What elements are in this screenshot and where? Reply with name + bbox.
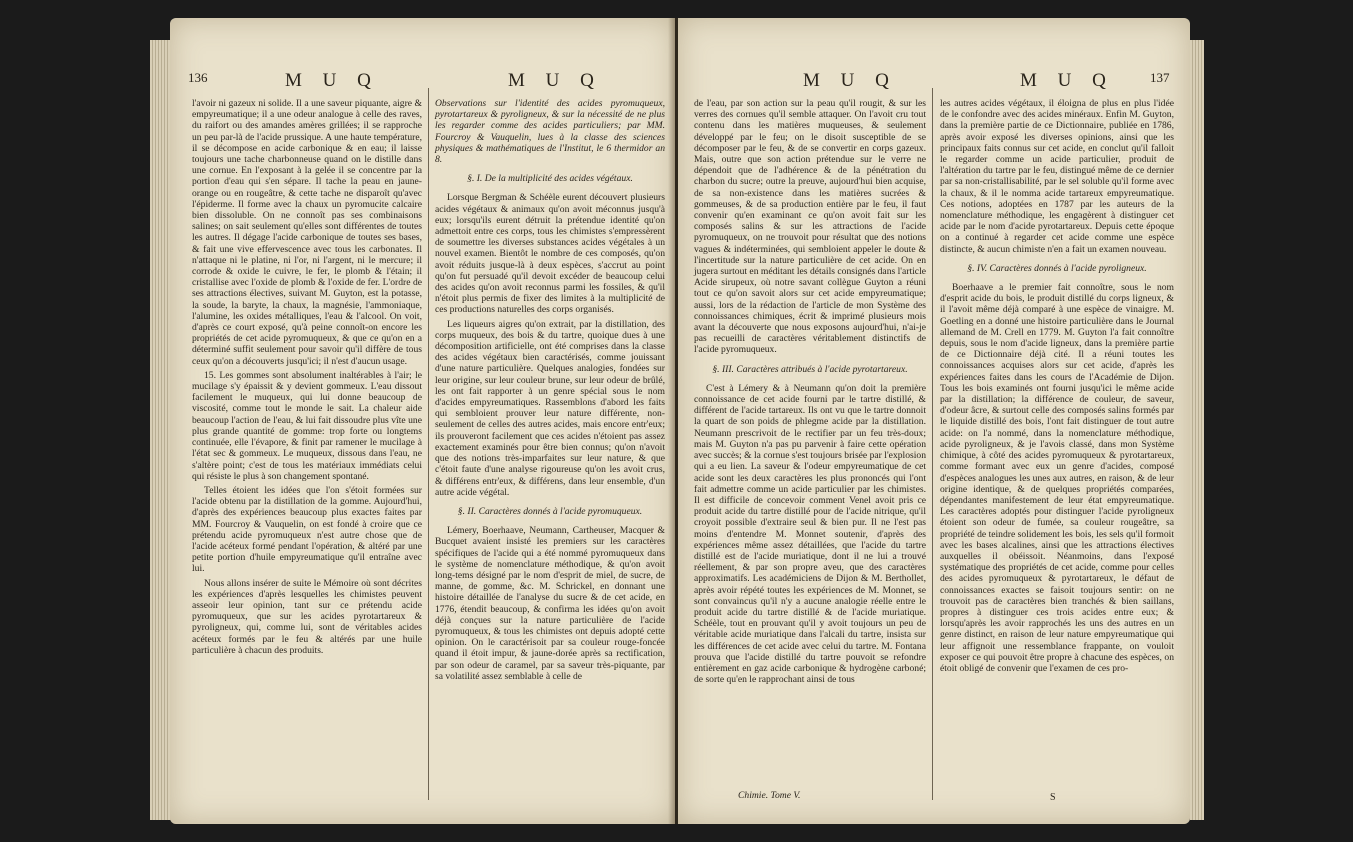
right-page xyxy=(678,18,1190,824)
left-page-number: 136 xyxy=(188,70,208,85)
signature-mark: S xyxy=(1050,792,1056,803)
paragraph: Boerhaave a le premier fait connoître, sous le nom d'esprit acide du bois, le produit distillé du corps ligneux, & il l'avoit même déjà comparé à une espèce de vinaigre. M. Goetling en a donné une histoire particulière dans le Journal allemand de M. Crell en 1779. M. Guyton l'a fait connoître depuis, sous le nom d'acide ligneux, dans la première partie de ce Dictionnaire déjà cité. Il a réuni toutes les connoissances acquises alors sur cet acide, d'après les expériences faites dans les cours de l'Académie de Dijon. Tous les bois examinés ont fourni jusqu'ici le même acide par la distillation; la différence de couleur, de saveur, d'odeur âcre, & surtout celle des composés salins formés par le liquide distillé des bois, l'ont fait distinguer de tout autre acide: on l'a nommé, dans la nomenclature méthodique, acide pyroligneux, & je l'avois classé, dans mon Système chimique, à côté des acides pyromuqueux & pyrotartareux, comme formant avec eux un genre d'acides, composé d'espèces analogues les unes aux autres, en raison, & de leur origine identique, & de quelques propriétés comparées, dépendantes manifestement de leur état empyreumatique. Les caractères adoptés pour distinguer l'acide pyroligneux étoient son odeur de fumée, sa couleur rougeâtre, sa propriété de teindre solidement les bois, les sels qu'il formoit avec les bases alcalines, ainsi que les attractions électives auxquelles il obéissoit. Néanmoins, dans l'exposé systématique des propriétés de cet acide, comme pour celles des acides pyromuqueux & pyrotartareux, le défaut de connoissances exactes se faisoit toujours sentir: on ne trouvoit pas de caractères bien tranchés & bien saillans, propres à distinguer ces trois acides entre eux; & lorsqu'après les avoir rapprochés les uns des autres en un genre distinct, en raison de leur nature empyreumatique qui leur affignoit une ressemblance frappante, on vouloit exposer ce qui pouvoit être propre à chacune des espèces, on étoit obligé de convenir que l'examen de ces pro- xyxy=(940,282,1174,674)
section-heading: §. III. Caractères attribués à l'acide pyrotartareux. xyxy=(712,363,908,375)
signature-line: Chimie. Tome V. xyxy=(738,790,801,801)
paragraph: les autres acides végétaux, il éloigna de plus en plus l'idée de le confondre avec des acides minéraux. Enfin M. Guyton, dans la première partie de ce Dictionnaire, publiée en 1786, après avoir exposé les diverses opinions, ainsi que les principaux faits connus sur cet acide, en conclut qu'il falloit le regarder comme un acide particulier, produit de l'altération du tartre par le feu, distingué même de ce dernier par sa non-cristallisabilité, par le sel soluble qu'il forme avec la chaux, & il le nomma acide tartareux empyreumatique. Ces notions, adoptées en 1787 par les auteurs de la nomenclature méthodique, les engagèrent à distinguer cet acide par le nom d'acide pyrotartareux. Depuis cette époque on a continué à regarder cet acide comme une espèce distincte, & aucun chimiste n'en a fait un examen nouveau. xyxy=(940,98,1174,255)
paragraph: Nous allons insérer de suite le Mémoire où sont décrites les expériences d'après lesquelles les chimistes peuvent asseoir leur opinion, tant sur ce prétendu acide pyromuqueux, que sur les acides pyrotartareux & pyroligneux, qui, comme lui, sont de véritables acides acéteux formés par le feu & altérés par une huile particulière à chacun des produits. xyxy=(192,577,422,656)
right-running-head-1: M U Q xyxy=(803,70,897,91)
left-running-head-1: M U Q xyxy=(285,70,379,91)
right-page-edges xyxy=(1190,40,1204,820)
right-running-head-2: M U Q xyxy=(1020,70,1114,91)
right-page-number: 137 xyxy=(1150,70,1170,85)
paragraph: Lorsque Bergman & Schéèle eurent découvert plusieurs acides végétaux & animaux qu'on avoit méconnus jusqu'à eux; lorsqu'ils eurent détruit la prétendue identité qu'on admettoit entre ces corps, tous les chimistes s'empressèrent de soumettre les diverses substances acides végétales à un nouvel examen. Bientôt le nombre de ces composés, qu'on avoit réduits jusque-là à deux espèces, s'accrut au point qu'on fut persuadé qu'il devoit excéder de beaucoup celui des acides qu'on avoit reconnus parmi les fossiles, & qu'il n'étoit plus permis de fixer des limites à la multiplicité de ces productions naturelles des corps organisés. xyxy=(435,192,665,316)
paragraph: Telles étoient les idées que l'on s'étoit formées sur l'acide obtenu par la distillation de la gomme. Aujourd'hui, d'après des expériences beaucoup plus exactes faites par MM. Fourcroy & Vauquelin, on est fondé à croire que ce prétendu acide pyromuqueux n'est autre chose que de l'acide acéteux formé pendant l'opération, & altéré par une petite portion d'huile empyreumatique qu'il entraîne avec lui. xyxy=(192,484,422,575)
section-heading: §. II. Caractères donnés à l'acide pyromuqueux. xyxy=(457,505,643,517)
right-column-2 xyxy=(940,98,1174,677)
left-page-edges xyxy=(150,40,172,820)
left-column-1 xyxy=(192,98,422,659)
column-rule xyxy=(932,88,933,800)
paragraph: C'est à Lémery & à Neumann qu'on doit la première connoissance de cet acide fourni par le tartre distillé, & différent de l'acide tartareux. Ils ont vu que le tartre donnoit la quart de son poids de phlegme acide par la distillation. Neumann prescrivoit de le rectifier par un feu très-doux; mais M. Guyton n'a pas pu parvenir à faire cette opération avec succès; & la cornue s'est toujours brisée par l'explosion qui a eu lien. La saveur & l'odeur empyreumatique de cet acide sont les deux caractères les plus prononcés qui l'ont fait admettre comme un acide particulier par les chimistes. Il est difficile de concevoir comment Venel avoit pris ce produit acide du tartre distillé pour de l'acide nitrique, qu'il croyoit possible d'extraire seul & bien pur. Il ne l'est pas moins d'entendre M. Monnet soutenir, d'après des expériences même assez détaillées, que l'acide du tartre distillé est de l'acide muriatique, dont il ne lui a trouvé réellement, & par son propre aveu, que des caractères approximatifs. Les académiciens de Dijon & M. Berthollet, après avoir répété toutes les expériences de M. Monnet, se sont convaincus qu'il n'y a aucune analogie réelle entre le produit acide du tartre distillé & de l'acide muriatique. Schéèle, tout en prouvant qu'il y avoit toujours un peu de véritable acide muriatique dans l'alcali du tartre, insista sur les différences de cet acide avec celui du tartre. M. Fontana prouva que l'acide distillé du tartre pouvoit se refondre entièrement en gaz acide carbonique & hydrogène carboné; de sorte qu'en le rapprochant ainsi de tous xyxy=(694,382,926,686)
paragraph: de l'eau, par son action sur la peau qu'il rougit, & sur les verres des cornues qu'il semble attaquer. On l'avoit cru tout contenu dans les matières muqueuses, & seulement développé par le feu; on le disoit susceptible de se décomposer par le feu, & de se convertir en corps gazeux. Mais, outre que son action prétendue sur le verre ne dépendoit que de l'adhérence & de la pénétration du charbon du sucre; outre la preuve, aujourd'hui bien acquise, de sa non-existence dans les matières sucrées & gommeuses, & de sa production entière par le feu, il faut convenir qu'en examinant ce qu'on avoit fait sur les composés salins & sur les attractions de l'acide pyromuqueux, on ne trouvoit pour résultat que des notions vagues & indéterminées, qui sembloient appeler le doute & l'incertitude sur la nature particulière de cet acide. On en jugera surtout en méditant les détails consignés dans l'article Acide sirupeux, où notre savant collègue Guyton a réuni tout ce qu'on savoit alors sur cet acide empyreumatique; aussi, lors de la rédaction de l'article de mon Système des connoissances chimiques, écrit & imprimé plusieurs mois avant la découverte que nous exposons aujourd'hui, n'ai-je pas recueilli de caractères véritablement distinctifs de l'acide pyromuqueux. xyxy=(694,98,926,356)
memoir-title: Observations sur l'identité des acides pyromuqueux, pyrotartareux & pyroligneux, & sur la nécessité de ne plus les regarder comme des acides particuliers; par MM. Fourcroy & Vauquelin, lues à la classe des sciences physiques & mathématiques de l'Institut, le 6 thermidor an 8. xyxy=(435,98,665,166)
section-heading: §. I. De la multiplicité des acides végétaux. xyxy=(467,173,633,185)
left-page xyxy=(170,18,675,824)
column-rule xyxy=(428,88,429,800)
paragraph: Lémery, Boerhaave, Neumann, Cartheuser, Macquer & Bucquet avaient insisté les premiers sur les caractères spécifiques de l'acide qui a été nommé pyromuqueux dans le système de nomenclature méthodique, & qu'on avoit long-tems désigné par le nom d'esprit de miel, de sucre, de manne, de gomme, &c. M. Schrickel, en donnant une histoire détaillée de l'analyse du sucre & de cet acide, en 1776, étendit beaucoup, & confirma les idées qu'on avoit déjà conçues sur la nature particulière de l'acide pyromuqueux, & tous les chimistes ont depuis adopté cette opinion. On le caractérisoit par sa couleur rouge-foncée quand il étoit impur, & jaune-dorée après sa rectification, par son odeur de caramel, par sa saveur très-piquante, par sa volatilité assez semblable à celle de xyxy=(435,525,665,682)
left-running-head-2: M U Q xyxy=(508,70,602,91)
left-column-2 xyxy=(435,98,665,685)
paragraph: Les liqueurs aigres qu'on extrait, par la distillation, des corps muqueux, des bois & du tartre, quoique dues à une décomposition artificielle, ont été comprises dans la classe des acides végétaux bien caractérisés, comme jouissant d'une nature particulière. Quelques analogies, fondées sur leur origine, sur leur couleur brune, sur leur odeur de brûlé, les ont fait rapporter à un genre spécial sous le nom d'acides empyreumatiques. Rassemblons d'abord les faits qui sembloient prouver leur nature différente, non-seulement de celles des autres acides, mais encore entr'eux; ils prouveront facilement que ces acides n'étoient pas assez exactement examinés pour être bien connus; qu'on n'avoit que des notions très-imparfaites sur leur nature, & que c'étoit faute d'une analyse rigoureuse qu'on les avoit crus, & différens entr'eux, & différens, dans leur ensemble, d'un autre acide végétal. xyxy=(435,318,665,498)
section-heading: §. IV. Caractères donnés à l'acide pyroligneux. xyxy=(967,262,1147,274)
paragraph: l'avoir ni gazeux ni solide. Il a une saveur piquante, aigre & empyreumatique; il a une odeur analogue à celle des raves, du raifort ou des amandes amères grillées; il se rapproche un peu par-là de l'acide prussique. A une haute température, il se décompose en acide carbonique & en eau; il laisse toujours une tache charbonneuse quand on le distille dans une cornue. En l'exposant à la gelée il se concentre par la portion d'eau qui s'en sépare. Il tache la peau en jaune-orange ou en rougeâtre, & cette tache ne disparoît qu'avec l'épiderme. Il forme avec la chaux un pyromucite calcaire bien dissoluble. On ne connoît pas ses combinaisons salines; on sait seulement qu'elles sont différentes de toutes les autres. Il dégage l'acide carbonique de toutes ses bases, & fait une vive effervescence avec tous les carbonates. Il n'attaque ni le platine, ni l'or, ni l'argent, ni le mercure; il corrode & oxide le cuivre, le fer, le plomb & l'étain; il cristallise avec l'oxide de plomb & l'oxide de fer. L'ordre de ses attractions électives, suivant M. Guyton, est la potasse, la soude, la baryte, la chaux, la magnésie, l'ammoniaque, l'alumine, les oxides métalliques, l'eau & l'alcool. On voit, d'après ce court exposé, qu'à peine connoît-on encore les propriétés de cet acide pyromuqueux, & que ce qu'on en a déterminé suffit seulement pour savoir qu'il diffère de tous ceux qu'on a découverts jusqu'ici; il n'est d'aucun usage. xyxy=(192,98,422,367)
paragraph: 15. Les gommes sont absolument inaltérables à l'air; le mucilage s'y épaissit & y devient gommeux. L'eau dissout facilement le muqueux, qui lui donne beaucoup de viscosité, comme tout le monde le sait. La chaleur aide beaucoup l'action de l'eau, & lui fait dissoudre plus vîte une plus grande quantité de gomme: trop forte ou longtems continuée, elle l'évapore, & finit par ramener le mucilage à l'état sec & gommeux. Le muqueux, dissous dans l'eau, ne s'altère point; c'est de tous les matériaux immédiats celui qui résiste le plus à son changement spontané. xyxy=(192,369,422,482)
right-column-1 xyxy=(694,98,926,688)
